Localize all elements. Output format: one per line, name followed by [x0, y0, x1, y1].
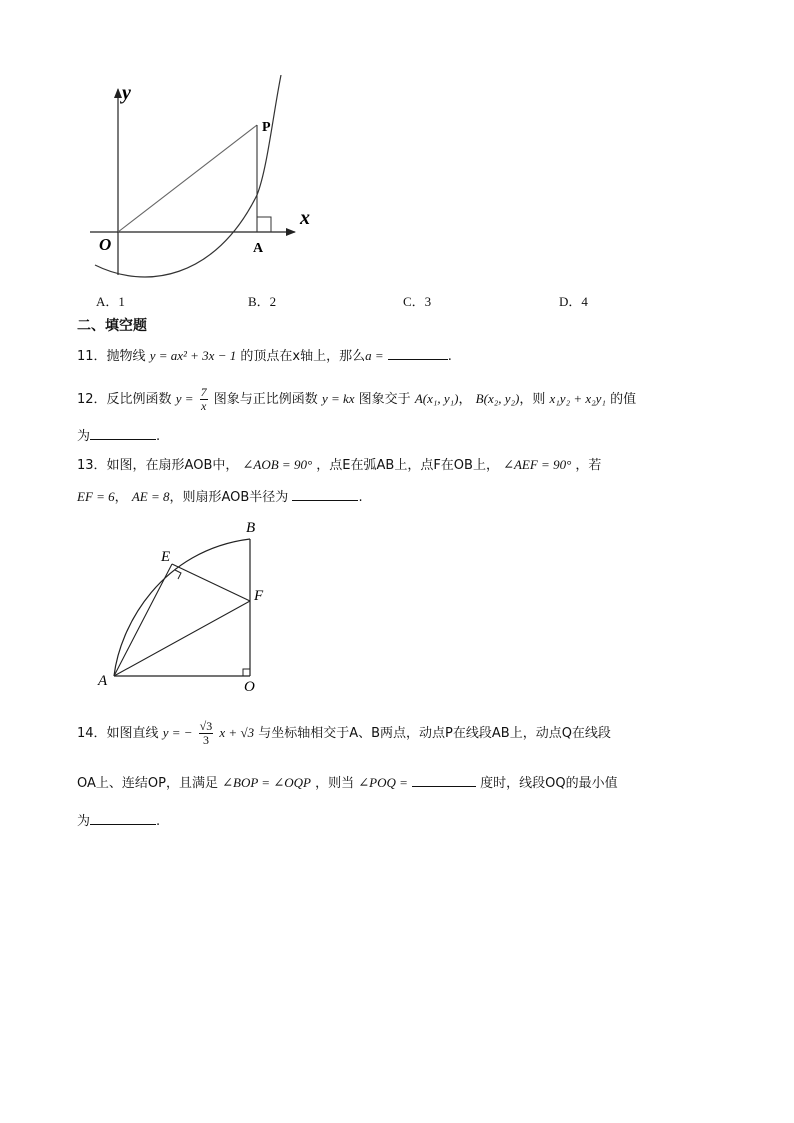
- label-y: y: [122, 82, 131, 104]
- answer-blank-14b[interactable]: [90, 810, 156, 825]
- label-f2: F: [254, 588, 264, 604]
- label-p: P: [262, 120, 271, 135]
- figure-parabola: [85, 75, 335, 285]
- q12-fraction: $\frac{7}{x}$: [200, 385, 207, 413]
- right-angle-o: [243, 669, 250, 676]
- question-11: 11．抛物线 y = ax² + 3x − 1 的顶点在x轴上，那么a = .: [77, 345, 452, 367]
- segment-af: [114, 601, 250, 676]
- right-angle-mark: [257, 217, 271, 232]
- option-a: A．1: [96, 294, 125, 309]
- question-13: 13．如图，在扇形AOB中， ∠AOB = 90° ，点E在弧AB上，点F在OB上， ∠AEF = 90° ，若: [77, 457, 602, 473]
- q11-formula: y = ax² + 3x − 1: [149, 348, 237, 363]
- label-a: A: [253, 241, 264, 256]
- segment-op: [118, 125, 257, 232]
- label-a2: A: [98, 673, 108, 689]
- option-b: B．2: [248, 294, 277, 309]
- arc-ab: [114, 539, 250, 676]
- figure-sector: [92, 515, 282, 695]
- answer-blank-11[interactable]: [388, 345, 448, 360]
- option-d: D．4: [559, 294, 588, 309]
- option-c: C．3: [403, 294, 432, 309]
- segment-ae: [114, 564, 172, 676]
- section-title: 二、填空题: [77, 318, 147, 334]
- answer-blank-13[interactable]: [292, 486, 358, 501]
- label-o: O: [99, 235, 112, 254]
- question-12-cont: 为 .: [77, 425, 160, 447]
- answer-blank-14a[interactable]: [412, 772, 476, 787]
- question-13-cont: EF = 6， AE = 8，则扇形AOB半径为 .: [77, 486, 363, 508]
- label-x: x: [300, 207, 310, 229]
- label-o2: O: [244, 679, 255, 695]
- label-b2: B: [246, 520, 256, 536]
- answer-blank-12[interactable]: [90, 425, 156, 440]
- right-angle-e: [175, 570, 181, 579]
- question-12: 12．反比例函数 y = $\frac{7}{x}$ 图象与正比例函数 y = kx 图象交于 A(x₁, y₁)， B(x₂, y₂)，则 x₁y₂ + x₂y₁ 的值: [77, 385, 637, 413]
- question-14: 14．如图直线 y = − $\frac{√3}{3}$ x + √3 与坐标轴相交于A、B两点，动点P在线段AB上，动点Q在线段: [77, 719, 611, 747]
- q14-fraction: $\frac{√3}{3}$: [199, 719, 213, 747]
- label-e2: E: [161, 549, 171, 565]
- question-14-cont2: 为 .: [77, 810, 160, 832]
- question-14-cont: OA上、连结OP，且满足 ∠BOP = ∠OQP ，则当 ∠POQ = 度时，线段OQ的最小值: [77, 772, 618, 794]
- segment-ef: [172, 564, 250, 601]
